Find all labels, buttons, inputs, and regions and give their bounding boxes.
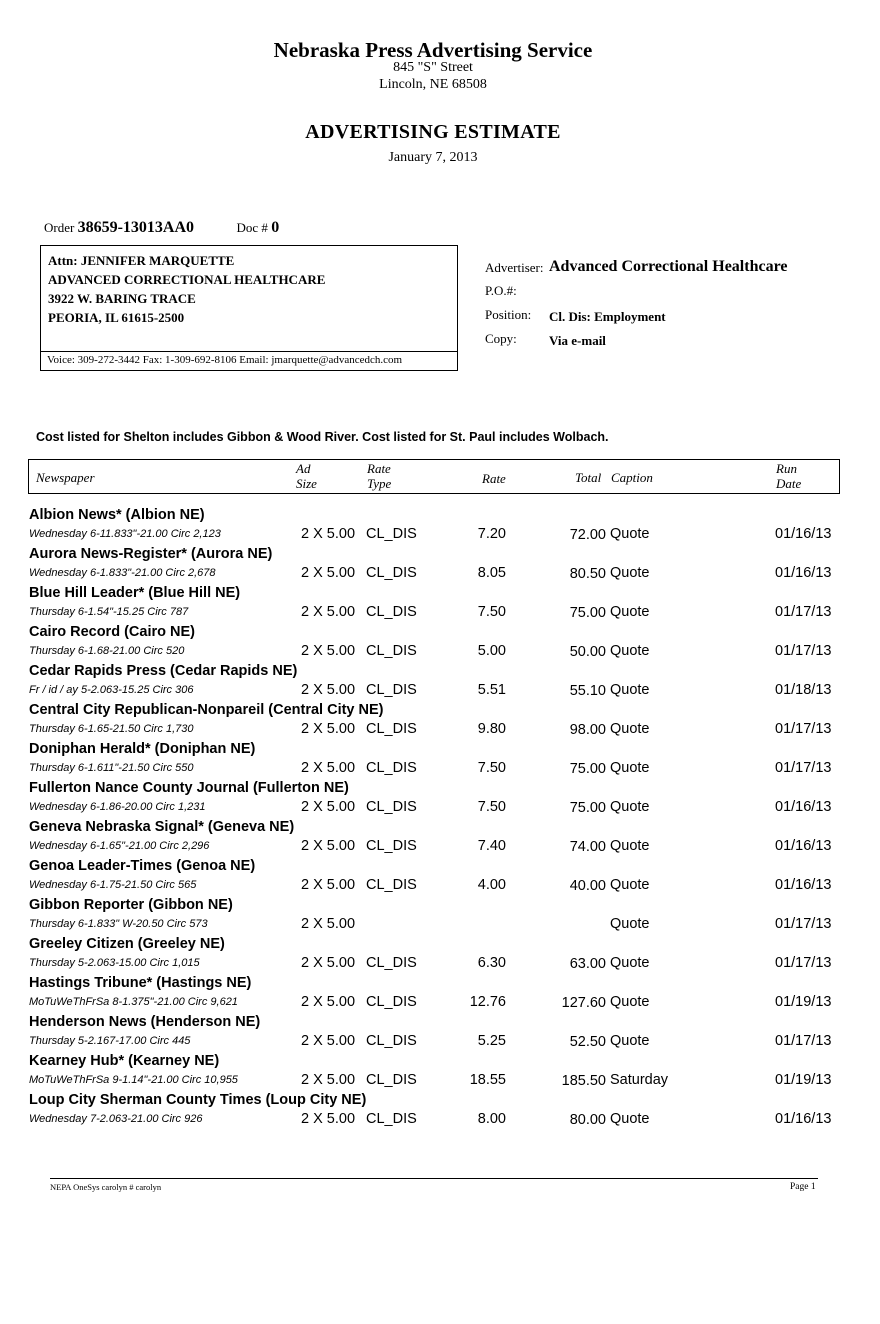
ad-size: 2 X 5.00 (301, 1072, 356, 1088)
newspaper-name: Aurora News-Register* (Aurora NE) (29, 546, 273, 562)
caption-value: Quote (610, 1111, 650, 1127)
position-label: Position: (485, 307, 532, 322)
ad-size: 2 X 5.00 (301, 994, 356, 1010)
address-box (40, 245, 458, 371)
total-value: 40.00 (569, 878, 606, 894)
newspaper-name: Geneva Nebraska Signal* (Geneva NE) (29, 819, 295, 835)
rate-value: 6.30 (477, 955, 506, 971)
run-date: 01/17/13 (775, 916, 832, 932)
newspaper-name: Doniphan Herald* (Doniphan NE) (29, 741, 256, 757)
caption-value: Quote (610, 682, 650, 698)
ad-size: 2 X 5.00 (301, 799, 356, 815)
newspaper-detail: Thursday 5-2.063-15.00 Circ 1,015 (29, 957, 200, 969)
col-size: Size (296, 476, 317, 491)
caption-value: Quote (610, 760, 650, 776)
page-number: Page 1 (790, 1182, 816, 1192)
col-rate: Rate (482, 471, 506, 486)
newspaper-name: Henderson News (Henderson NE) (29, 1014, 261, 1030)
ad-size: 2 X 5.00 (301, 721, 356, 737)
ad-size: 2 X 5.00 (301, 682, 356, 698)
run-date: 01/17/13 (775, 721, 832, 737)
po-label: P.O.#: (485, 283, 517, 298)
run-date: 01/17/13 (775, 604, 832, 620)
table-header (28, 459, 840, 494)
caption-value: Quote (610, 799, 650, 815)
caption-value: Quote (610, 1033, 650, 1049)
run-date: 01/16/13 (775, 838, 832, 854)
rate-value: 5.00 (477, 643, 506, 659)
newspaper-detail: Wednesday 6-1.833"-21.00 Circ 2,678 (29, 567, 216, 579)
col-date: Date (776, 476, 802, 491)
newspaper-name: Albion News* (Albion NE) (29, 507, 205, 523)
col-total: Total (575, 470, 602, 485)
rate-value: 7.40 (477, 838, 506, 854)
newspaper-name: Genoa Leader-Times (Genoa NE) (29, 858, 256, 874)
col-rate-type-rate: Rate (367, 461, 391, 476)
rate-type: CL_DIS (366, 1072, 417, 1088)
ad-size: 2 X 5.00 (301, 604, 356, 620)
col-newspaper: Newspaper (36, 470, 95, 485)
ad-size: 2 X 5.00 (301, 760, 356, 776)
newspaper-detail: Thursday 6-1.611"-21.50 Circ 550 (29, 762, 194, 774)
run-date: 01/18/13 (775, 682, 832, 698)
run-date: 01/16/13 (775, 877, 832, 893)
newspaper-detail: Wednesday 7-2.063-21.00 Circ 926 (29, 1113, 203, 1125)
total-value: 185.50 (561, 1073, 606, 1089)
run-date: 01/17/13 (775, 955, 832, 971)
ad-size: 2 X 5.00 (301, 838, 356, 854)
rate-type: CL_DIS (366, 877, 417, 893)
run-date: 01/19/13 (775, 1072, 832, 1088)
total-value: 55.10 (569, 683, 606, 699)
document-title: ADVERTISING ESTIMATE (305, 121, 561, 143)
total-value: 75.00 (569, 800, 606, 816)
newspaper-detail: Wednesday 6-1.86-20.00 Circ 1,231 (29, 801, 206, 813)
rate-value: 7.50 (477, 760, 506, 776)
rate-type: CL_DIS (366, 643, 417, 659)
newspaper-detail: Wednesday 6-1.75-21.50 Circ 565 (29, 879, 197, 891)
newspaper-name: Cedar Rapids Press (Cedar Rapids NE) (29, 663, 298, 679)
newspaper-detail: MoTuWeThFrSa 9-1.14"-21.00 Circ 10,955 (29, 1074, 238, 1086)
caption-value: Quote (610, 526, 650, 542)
newspaper-name: Loup City Sherman County Times (Loup City NE) (29, 1092, 367, 1108)
newspaper-detail: Thursday 6-1.68-21.00 Circ 520 (29, 645, 185, 657)
order-number: 38659-13013AA0 (77, 219, 195, 236)
footer-rule (50, 1178, 818, 1179)
org-city: Lincoln, NE 68508 (379, 77, 487, 92)
run-date: 01/16/13 (775, 526, 832, 542)
total-value: 80.50 (569, 566, 606, 582)
rate-type: CL_DIS (366, 1033, 417, 1049)
ad-size: 2 X 5.00 (301, 1111, 356, 1127)
caption-value: Quote (610, 838, 650, 854)
caption-value: Quote (610, 916, 650, 932)
caption-value: Quote (610, 565, 650, 581)
rate-type: CL_DIS (366, 838, 417, 854)
rate-type: CL_DIS (366, 682, 417, 698)
caption-value: Quote (610, 643, 650, 659)
newspaper-name: Greeley Citizen (Greeley NE) (29, 936, 225, 952)
total-value: 63.00 (569, 956, 606, 972)
ad-size: 2 X 5.00 (301, 526, 356, 542)
newspaper-detail: Wednesday 6-1.65"-21.00 Circ 2,296 (29, 840, 210, 852)
run-date: 01/16/13 (775, 565, 832, 581)
total-value: 74.00 (569, 839, 606, 855)
rate-value: 12.76 (469, 994, 506, 1010)
run-date: 01/17/13 (775, 1033, 832, 1049)
run-date: 01/17/13 (775, 643, 832, 659)
rate-value: 8.05 (477, 565, 506, 581)
rate-value: 8.00 (477, 1111, 506, 1127)
col-run: Run (776, 461, 797, 476)
document-date: January 7, 2013 (388, 150, 478, 165)
caption-value: Quote (610, 604, 650, 620)
advertiser-label: Advertiser: (485, 260, 544, 275)
total-value: 75.00 (569, 761, 606, 777)
address-line: 3922 W. BARING TRACE (48, 291, 196, 306)
rate-value: 4.00 (477, 877, 506, 893)
caption-value: Saturday (610, 1072, 669, 1088)
address-lines (48, 251, 325, 327)
order-line (44, 219, 279, 237)
col-ad: Ad (296, 461, 311, 476)
rate-type: CL_DIS (366, 994, 417, 1010)
cost-notice: Cost listed for Shelton includes Gibbon & Wood River. Cost listed for St. Paul includes Wolbach. (36, 430, 609, 444)
ad-size: 2 X 5.00 (301, 916, 356, 932)
run-date: 01/16/13 (775, 799, 832, 815)
newspaper-name: Gibbon Reporter (Gibbon NE) (29, 897, 233, 913)
rate-type: CL_DIS (366, 760, 417, 776)
doc-label: Doc # (236, 220, 268, 235)
rate-type: CL_DIS (366, 565, 417, 581)
rate-type: CL_DIS (366, 526, 417, 542)
newspaper-name: Blue Hill Leader* (Blue Hill NE) (29, 585, 241, 601)
rate-value: 7.20 (477, 526, 506, 542)
caption-value: Quote (610, 994, 650, 1010)
total-value: 75.00 (569, 605, 606, 621)
rate-value: 7.50 (477, 799, 506, 815)
position-value: Cl. Dis: Employment (549, 309, 666, 324)
ad-size: 2 X 5.00 (301, 643, 356, 659)
address-line: PEORIA, IL 61615-2500 (48, 310, 185, 325)
newspaper-detail: Wednesday 6-11.833"-21.00 Circ 2,123 (29, 528, 221, 540)
ad-size: 2 X 5.00 (301, 565, 356, 581)
newspaper-detail: Fr / id / ay 5-2.063-15.25 Circ 306 (29, 684, 194, 696)
copy-label: Copy: (485, 331, 517, 346)
rate-type: CL_DIS (366, 604, 417, 620)
advertiser-value: Advanced Correctional Healthcare (549, 258, 788, 275)
newspaper-detail: MoTuWeThFrSa 8-1.375"-21.00 Circ 9,621 (29, 996, 238, 1008)
total-value: 98.00 (569, 722, 606, 738)
newspaper-detail: Thursday 6-1.833" W-20.50 Circ 573 (29, 918, 208, 930)
rate-value: 5.51 (477, 682, 506, 698)
col-caption: Caption (611, 470, 653, 485)
newspaper-name: Hastings Tribune* (Hastings NE) (29, 975, 252, 991)
run-date: 01/16/13 (775, 1111, 832, 1127)
ad-size: 2 X 5.00 (301, 877, 356, 893)
newspaper-detail: Thursday 6-1.65-21.50 Circ 1,730 (29, 723, 194, 735)
col-rate-type-type: Type (367, 476, 392, 491)
newspaper-name: Kearney Hub* (Kearney NE) (29, 1053, 220, 1069)
copy-value: Via e-mail (549, 333, 606, 348)
caption-value: Quote (610, 955, 650, 971)
ad-size: 2 X 5.00 (301, 1033, 356, 1049)
total-value: 50.00 (569, 644, 606, 660)
total-value: 72.00 (569, 527, 606, 543)
rate-value: 18.55 (469, 1072, 506, 1088)
contact-info: Voice: 309-272-3442 Fax: 1-309-692-8106 Email: jmarquette@advancedch.com (41, 351, 457, 370)
org-name: Nebraska Press Advertising Service (273, 38, 593, 62)
rate-type: CL_DIS (366, 1111, 417, 1127)
rate-type: CL_DIS (366, 955, 417, 971)
total-value: 127.60 (561, 995, 606, 1011)
rate-type: CL_DIS (366, 721, 417, 737)
newspaper-name: Fullerton Nance County Journal (Fullerton NE) (29, 780, 349, 796)
doc-number: 0 (271, 219, 280, 236)
ad-size: 2 X 5.00 (301, 955, 356, 971)
org-street: 845 "S" Street (393, 60, 473, 75)
run-date: 01/19/13 (775, 994, 832, 1010)
newspaper-name: Central City Republican-Nonpareil (Central City NE) (29, 702, 384, 718)
newspaper-detail: Thursday 6-1.54"-15.25 Circ 787 (29, 606, 189, 618)
rate-value: 9.80 (477, 721, 506, 737)
order-label: Order (44, 220, 75, 235)
rate-type: CL_DIS (366, 799, 417, 815)
address-line: ADVANCED CORRECTIONAL HEALTHCARE (48, 272, 326, 287)
caption-value: Quote (610, 721, 650, 737)
footer-system-info: NEPA OneSys carolyn # carolyn (50, 1182, 162, 1192)
total-value: 80.00 (569, 1112, 606, 1128)
rate-value: 5.25 (477, 1033, 506, 1049)
caption-value: Quote (610, 877, 650, 893)
rate-value: 7.50 (477, 604, 506, 620)
newspaper-name: Cairo Record (Cairo NE) (29, 624, 195, 640)
address-line: Attn: JENNIFER MARQUETTE (48, 253, 235, 268)
newspaper-detail: Thursday 5-2.167-17.00 Circ 445 (29, 1035, 191, 1047)
run-date: 01/17/13 (775, 760, 832, 776)
total-value: 52.50 (569, 1034, 606, 1050)
